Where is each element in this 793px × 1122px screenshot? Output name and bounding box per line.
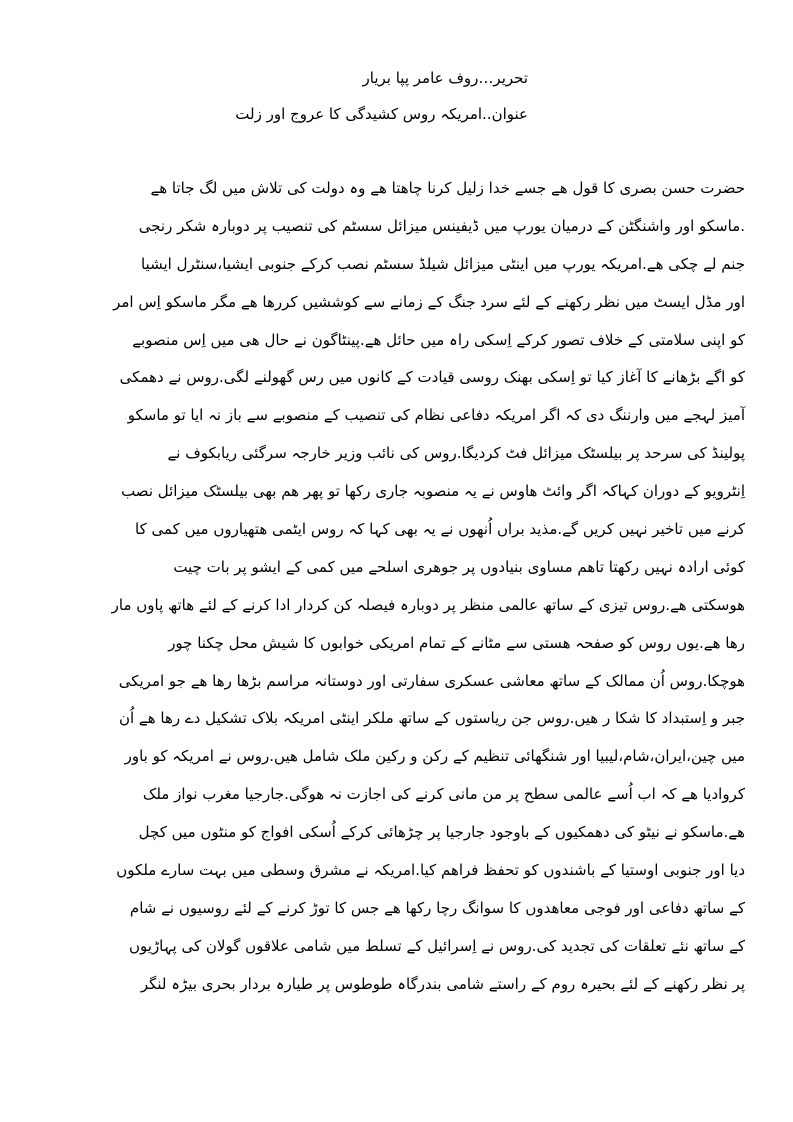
body-line: کرنے میں تاخیر نہیں کریں گے.مذید براں اُنھوں نے یہ بھی کہا کہ روس ایٹمی ھتھیاروں میں کمی کا [135,520,745,539]
body-line: آمیز لہجے میں وارننگ دی کہ اگر امریکہ دفاعی نظام کی تنصیب کے منصوبے سے باز نہ ایا تو ماسکو [127,406,745,425]
body-line: دیا اور جنوبی اوستیا کے باشندوں کو تحفظ فراھم کیا.امریکہ نے مشرق وسطی میں بہت سارے ملکوں [116,861,745,880]
body-line: کے ساتھ نئے تعلقات کی تجدید کی.روس نے اِسرائیل کے تسلط میں شامی علاقوں گولان کی پہاڑیوں [129,936,745,955]
author-line: تحریر…روف عامر پپا بریار [362,69,528,87]
body-line: ھوسکتی ھے.روس تیزی کے ساتھ عالمی منظر پر دوبارہ فیصلہ کن کردار ادا کرنے کے لئے ھاتھ پاوں مار [111,595,745,614]
body-line: ھوچکا.روس اُن ممالک کے ساتھ معاشی عسکری سفارتی اور دوستانہ مراسم بڑھا رھا ھے جو امریکی [118,671,745,690]
body-line: جنم لے چکی ھے.امریکہ یورپ میں اینٹی میزائل شیلڈ سسٹم نصب کرکے جنوبی ایشیا،سنٹرل ایشیا [140,254,745,273]
body-line: حضرت حسن بصری کا قول ھے جسے خدا زلیل کرنا چاھتا ھے وہ دولت کی تلاش میں لگ جاتا ھے [150,179,745,197]
body-line: کروادیا ھے کہ اب اُسے عالمی سطح پر من مانی کرنے کی اجازت نہ ھوگی.جارجیا مغرب نواز ملک [142,785,745,804]
body-line: اور مڈل ایسٹ میں نظر رکھنے کے لئے سرد جنگ کے زمانے سے کوششیں کررھا ھے مگر ماسکو اِس امر [113,292,745,311]
body-line: کے ساتھ دفاعی اور فوجی معاھدوں کا سوانگ رچا رکھا ھے جس کا توڑ کرنے کے لئے روسیوں نے شام [129,898,745,917]
body-line: رھا ھے.یوں روس کو صفحہ ھستی سے مٹانے کے تمام امریکی خوابوں کا شیش محل چکنا چور [168,633,745,652]
body-line: پولینڈ کی سرحد پر بیلسٹک میزائل فٹ کردیگا.روس کی نائب وزیر خارجہ سرگئی ریابکوف نے [167,444,745,463]
body-line: ھے.ماسکو نے نیٹو کی دھمکیوں کے باوجود جارجیا پر چڑھائی کرکے اُسکی افواج کو منٹوں میں کچل [138,823,745,842]
article-body [45,170,745,1004]
body-line: کو اپنی سلامتی کے خلاف تصور کرکے اِسکی راہ میں حائل ھے.پینٹاگون نے حال ھی میں اِس منصوبے [132,330,745,349]
body-line: جبر و اِستبداد کا شکا ر ھیں.روس جن ریاستوں کے ساتھ ملکر اینٹی امریکہ بلاک تشکیل دے رھا ھے اُن [118,709,745,728]
article-title: عنوان..امریکہ روس کشیدگی کا عروج اور زلت [235,105,528,123]
body-line: اِنٹرویو کے دوران کہاکہ اگر وائٹ ھاوس نے یہ منصوبہ جاری رکھا تو پھر ھم بھی بیلسٹک میزائل نصب [121,482,745,501]
body-line: کو اگے بڑھانے کا آغاز کیا تو اِسکی بھنک روسی قیادت کے کانوں میں رس گھولنے لگی.روس نے دھمکی [119,368,745,387]
body-line: .ماسکو اور واشنگٹن کے درمیان یورپ میں ڈیفینس میزائل سسٹم کی تنصیب پر دوبارہ شکر رنجی [138,216,745,235]
article-header [208,60,528,132]
body-line: میں چین،ایران،شام،لیبیا اور شنگھائی تنظیم کے رکن و رکین ملک شامل ھیں.روس نے امریکہ کو باور [124,747,745,766]
body-line: کوئی ارادہ نہیں رکھتا تاھم مساوی بنیادوں پر جوھری اسلحے میں کمی کے ایشو پر بات چیت [173,557,745,576]
body-line: پر نظر رکھنے کے لئے بحیرہ روم کے راستے شامی بندرگاہ طوطوس پر طیارہ بردار بحری بیڑہ لنگر [140,974,745,993]
